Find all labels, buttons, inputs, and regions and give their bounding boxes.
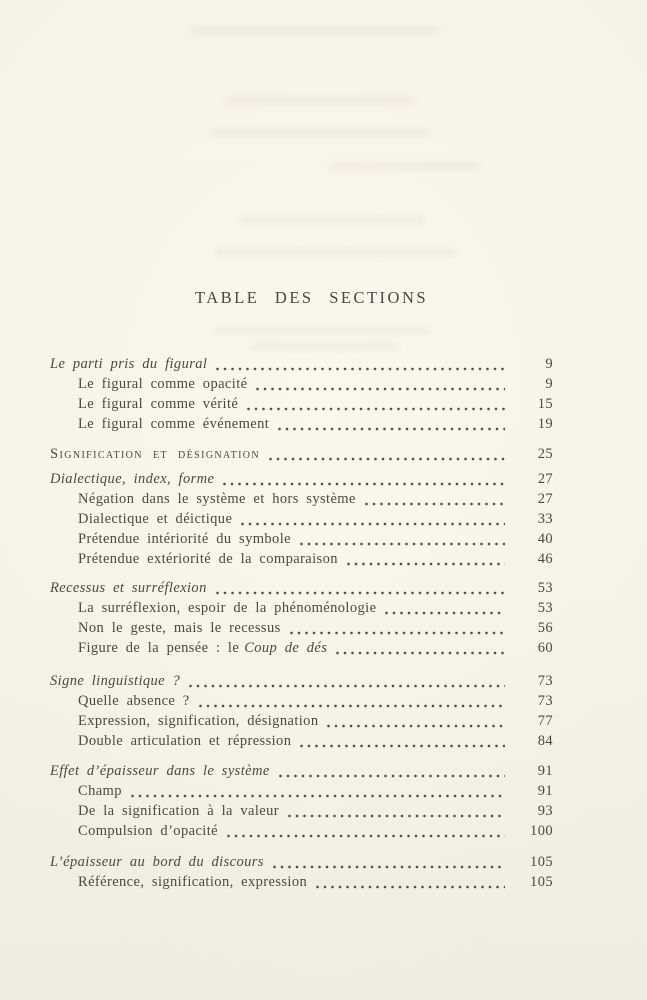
dot-leader: [227, 834, 505, 838]
entry-label: Champ: [78, 783, 122, 799]
toc-entry: [50, 731, 553, 751]
entry-label: De la signification à la valeur: [78, 803, 280, 819]
dot-leader: [189, 684, 505, 688]
toc-entry: [50, 354, 553, 374]
dot-leader: [385, 611, 505, 615]
entry-page-number: 84: [537, 733, 553, 749]
dot-leader: [290, 631, 505, 635]
page-show-through: [215, 248, 455, 257]
entry-label: Le figural comme vérité: [78, 396, 239, 412]
dot-leader: [316, 885, 505, 889]
dot-leader: [336, 651, 505, 655]
toc-entry: [50, 761, 553, 781]
entry-page-number: 93: [537, 803, 553, 819]
entry-label: Référence, signification, expression: [78, 874, 308, 890]
dot-leader: [241, 522, 505, 526]
toc-entry: [50, 549, 553, 569]
entry-page-number: 27: [537, 471, 553, 487]
toc-entry: [50, 618, 553, 638]
toc-group: [50, 444, 553, 464]
dot-leader: [256, 387, 505, 391]
entry-label: Le parti pris du figural: [50, 356, 208, 372]
toc-entry: [50, 489, 553, 509]
toc-group: [50, 469, 553, 569]
entry-label: Dialectique et déictique: [78, 511, 233, 527]
entry-page-number: 25: [537, 446, 553, 462]
dot-leader: [300, 542, 505, 546]
toc-entry: [50, 711, 553, 731]
entry-page-number: 105: [530, 874, 553, 890]
entry-page-number: 60: [537, 640, 553, 656]
dot-leader: [300, 744, 505, 748]
entry-label: Le figural comme événement: [78, 416, 270, 432]
entry-label: Signification et désignation: [50, 446, 261, 462]
entry-page-number: 73: [537, 673, 553, 689]
toc-group: [50, 354, 553, 434]
page-show-through: [210, 128, 430, 137]
entry-page-number: 77: [537, 713, 553, 729]
entry-page-number: 27: [537, 491, 553, 507]
toc-group: [50, 671, 553, 751]
entry-page-number: 9: [545, 356, 553, 372]
entry-page-number: 53: [537, 580, 553, 596]
dot-leader: [347, 562, 505, 566]
toc-entry: [50, 469, 553, 489]
toc-entry: [50, 578, 553, 598]
page-show-through: [250, 342, 400, 351]
entry-label: Effet d’épaisseur dans le système: [50, 763, 270, 779]
entry-label: Signe linguistique ?: [50, 673, 181, 689]
dot-leader: [216, 591, 505, 595]
toc-entry: [50, 374, 553, 394]
entry-page-number: 19: [537, 416, 553, 432]
dot-leader: [273, 865, 505, 869]
entry-label-italic: Coup de dés: [244, 640, 328, 656]
toc-entry: [50, 821, 553, 841]
toc-entry: [50, 691, 553, 711]
dot-leader: [216, 367, 505, 371]
dot-leader: [279, 774, 505, 778]
entry-label: Recessus et surréflexion: [50, 580, 207, 596]
toc-entry: [50, 852, 553, 872]
entry-page-number: 33: [537, 511, 553, 527]
toc-group: [50, 852, 553, 892]
toc-group: [50, 578, 553, 658]
toc-entry: [50, 444, 553, 464]
dot-leader: [278, 427, 505, 431]
toc-entry: [50, 801, 553, 821]
dot-leader: [199, 704, 505, 708]
dot-leader: [365, 502, 505, 506]
toc-entry: [50, 509, 553, 529]
dot-leader: [327, 724, 505, 728]
entry-page-number: 40: [537, 531, 553, 547]
toc-entry: [50, 872, 553, 892]
toc-entry: [50, 529, 553, 549]
page-show-through: [190, 26, 440, 35]
toc-group: [50, 761, 553, 841]
entry-page-number: 46: [537, 551, 553, 567]
dot-leader: [288, 814, 505, 818]
toc-entry: [50, 394, 553, 414]
page-show-through: [330, 162, 480, 171]
entry-label: Quelle absence ?: [78, 693, 190, 709]
page-show-through: [215, 326, 430, 335]
entry-page-number: 56: [537, 620, 553, 636]
toc-entry: [50, 598, 553, 618]
entry-label: Expression, signification, désignation: [78, 713, 319, 729]
entry-page-number: 100: [530, 823, 553, 839]
entry-label: Figure de la pensée : le: [78, 640, 240, 656]
page-title: TABLE DES SECTIONS: [194, 288, 429, 307]
toc-entry: [50, 638, 553, 658]
entry-label: L’épaisseur au bord du discours: [50, 854, 264, 870]
toc-entry: [50, 414, 553, 434]
entry-label: Non le geste, mais le recessus: [78, 620, 281, 636]
entry-label: La surréflexion, espoir de la phénoménologie: [78, 600, 377, 616]
entry-label: Négation dans le système et hors système: [78, 491, 356, 507]
toc-entry: [50, 671, 553, 691]
entry-label: Le figural comme opacité: [78, 376, 248, 392]
page-show-through: [240, 216, 425, 225]
entry-label: Double articulation et répression: [78, 733, 292, 749]
entry-page-number: 73: [537, 693, 553, 709]
entry-label: Prétendue intériorité du symbole: [78, 531, 291, 547]
entry-page-number: 15: [537, 396, 553, 412]
dot-leader: [269, 457, 505, 461]
page-show-through: [225, 96, 415, 105]
dot-leader: [247, 407, 505, 411]
entry-page-number: 9: [545, 376, 553, 392]
entry-page-number: 53: [537, 600, 553, 616]
entry-page-number: 105: [530, 854, 553, 870]
toc-entry: [50, 781, 553, 801]
dot-leader: [223, 482, 505, 486]
table-of-contents: [50, 354, 553, 892]
entry-page-number: 91: [537, 783, 553, 799]
entry-label: Compulsion d’opacité: [78, 823, 218, 839]
dot-leader: [131, 794, 505, 798]
entry-page-number: 91: [537, 763, 553, 779]
entry-label: Prétendue extériorité de la comparaison: [78, 551, 338, 567]
entry-label: Dialectique, index, forme: [50, 471, 215, 487]
